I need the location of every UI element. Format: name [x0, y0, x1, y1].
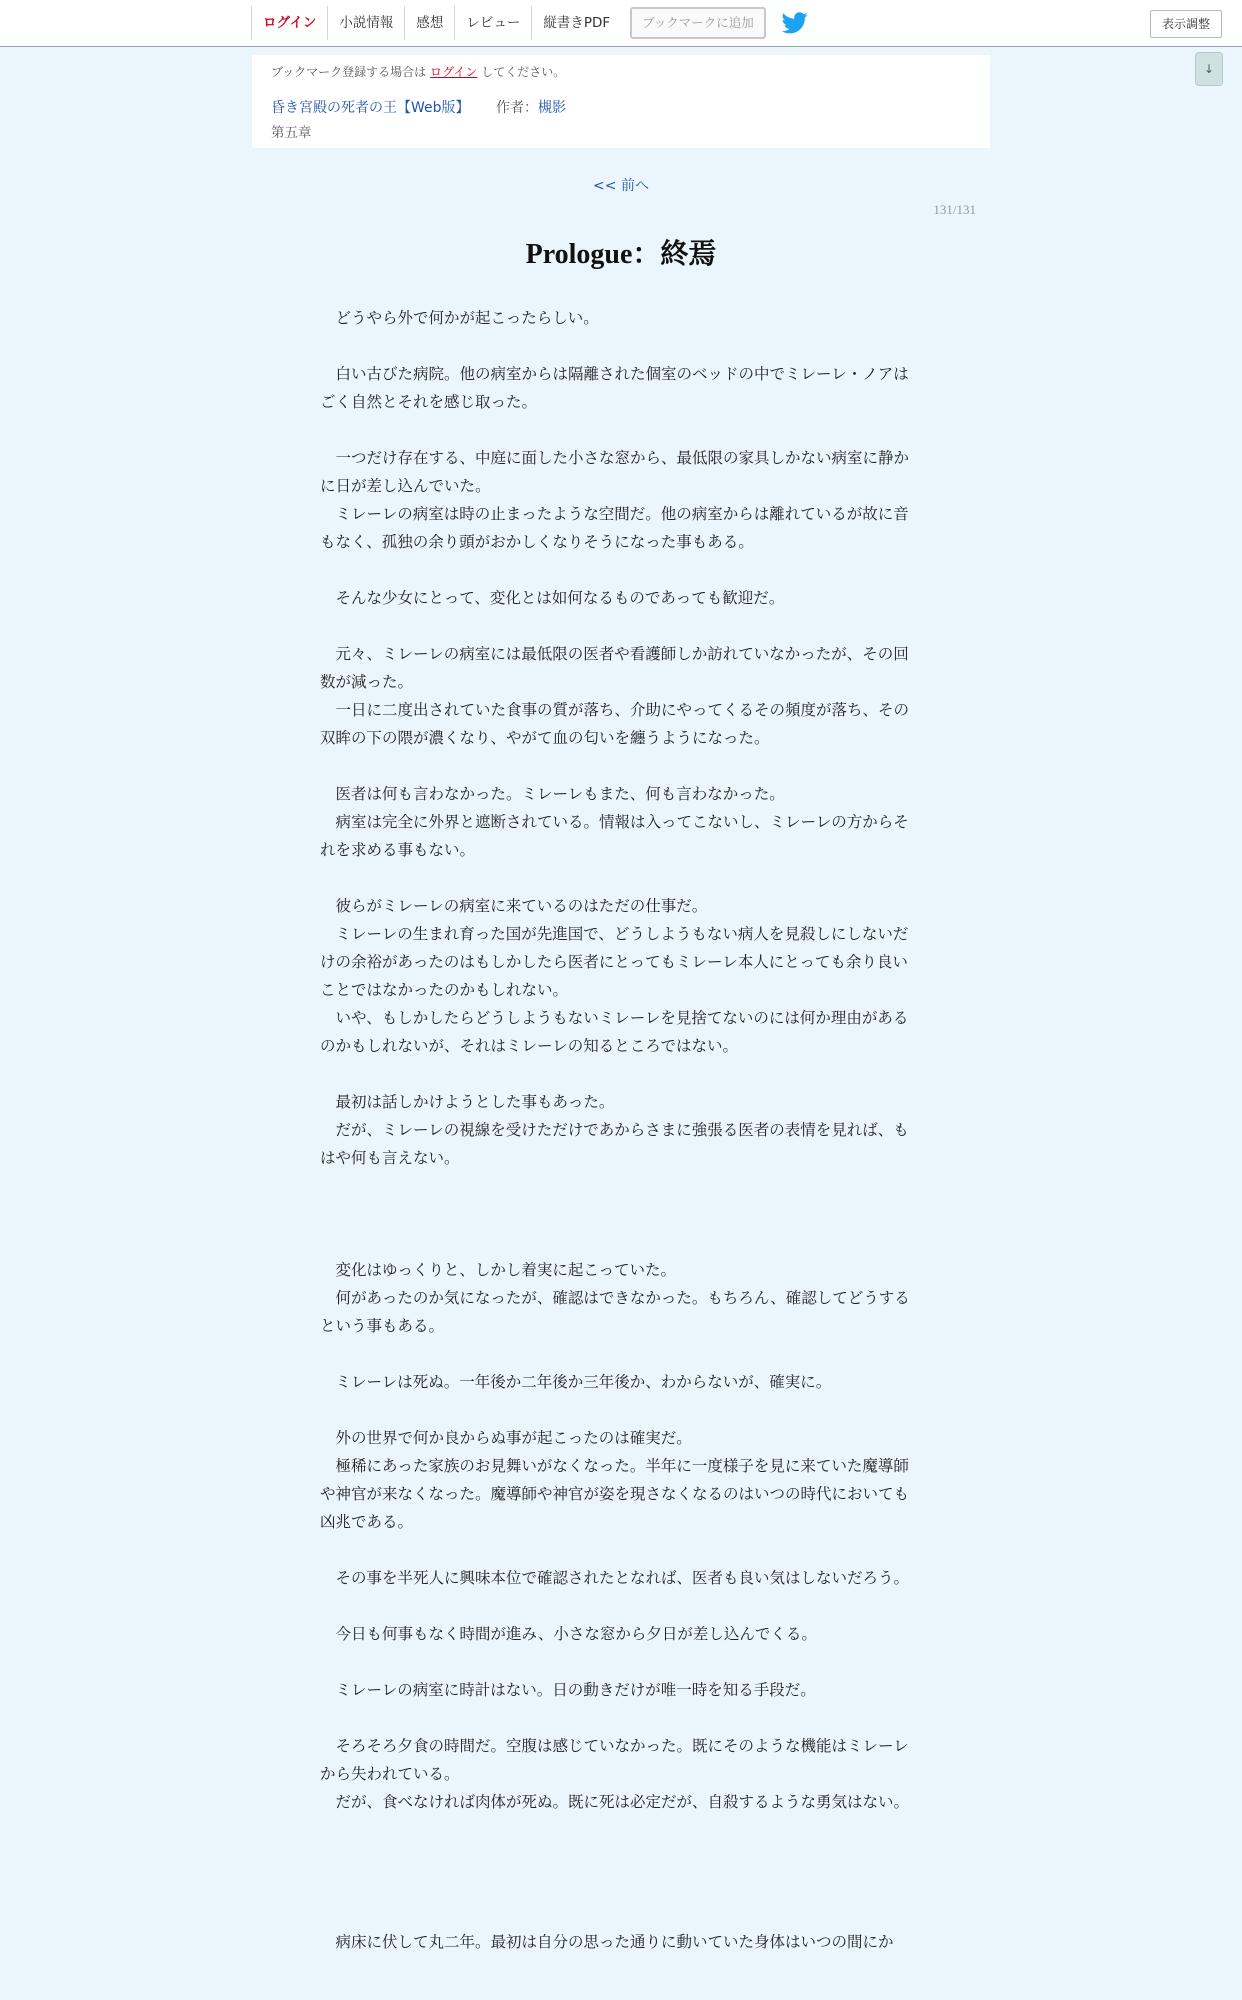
novel-title-link[interactable]: 昏き宮殿の死者の王【Web版】 [271, 100, 470, 116]
body-paragraph: ミレーレの病室は時の止まったような空間だ。他の病室からは離れているが故に音もなく、孤独の余り頭がおかしくなりそうになった事もある。 [320, 505, 909, 551]
blank-line [320, 1900, 915, 1928]
novel-body-text [320, 304, 915, 1956]
blank-line [320, 416, 915, 444]
body-paragraph: 極稀にあった家族のお見舞いがなくなった。半年に一度様子を見に来ていた魔導師や神官が来なくなった。魔導師や神官が姿を現さなくなるのはいつの時代においても凶兆である。 [320, 1457, 910, 1531]
blank-line [320, 1228, 915, 1256]
add-bookmark-button[interactable]: ブックマークに追加 [630, 7, 766, 39]
nav-review[interactable]: レビュー [455, 6, 532, 40]
nav-impressions[interactable]: 感想 [405, 6, 455, 40]
body-paragraph: だが、ミレーレの視線を受けただけであからさまに強張る医者の表情を見れば、もはや何も言えない。 [320, 1121, 909, 1167]
main-nav [251, 0, 808, 46]
body-paragraph: そろそろ夕食の時間だ。空腹は感じていなかった。既にそのような機能はミレーレから失われている。 [320, 1737, 909, 1783]
body-paragraph: そんな少女にとって、変化とは如何なるものであっても歓迎だ。 [320, 589, 785, 607]
body-paragraph: どうやら外で何かが起こったらしい。 [320, 309, 599, 327]
body-paragraph: ミレーレの生まれ育った国が先進国で、どうしようもない病人を見殺しにしないだけの余裕があったのはもしかしたら医者にとってもミレーレ本人にとっても余り良いことではなかったのかもしれない。 [320, 925, 909, 999]
display-settings-button[interactable]: 表示調整 [1150, 10, 1222, 38]
blank-line [320, 1396, 915, 1424]
nav-novel-info[interactable]: 小説情報 [328, 6, 405, 40]
body-paragraph: いや、もしかしたらどうしようもないミレーレを見捨てないのには何か理由があるのかもしれないが、それはミレーレの知るところではない。 [320, 1009, 909, 1055]
nav-login[interactable]: ログイン [251, 6, 328, 40]
blank-line [320, 1340, 915, 1368]
blank-line [320, 1816, 915, 1844]
body-paragraph: 彼らがミレーレの病室に来ているのはただの仕事だ。 [320, 897, 708, 915]
chapter-name: 第五章 [271, 125, 312, 141]
scroll-down-button[interactable]: ↓ [1195, 52, 1223, 86]
episode-title: Prologue：終焉 [525, 239, 717, 270]
blank-line [320, 1536, 915, 1564]
top-navigation-bar [0, 0, 1242, 47]
blank-line [320, 1872, 915, 1900]
body-paragraph: 一つだけ存在する、中庭に面した小さな窓から、最低限の家具しかない病室に静かに日が差し込んでいた。 [320, 449, 910, 495]
notice-prefix: ブックマーク登録する場合は [271, 65, 427, 79]
twitter-bird-icon[interactable] [782, 12, 808, 34]
blank-line [320, 1704, 915, 1732]
body-paragraph: 病床に伏して丸二年。最初は自分の思った通りに動いていた身体はいつの間にか [320, 1933, 894, 1951]
body-paragraph: 最初は話しかけようとした事もあった。 [320, 1093, 615, 1111]
nav-vertical-pdf[interactable]: 縦書きPDF [543, 15, 611, 31]
author-label: 作者： [495, 100, 538, 116]
blank-line [320, 752, 915, 780]
body-paragraph: ミレーレの病室に時計はない。日の動きだけが唯一時を知る手段だ。 [320, 1681, 816, 1699]
body-paragraph: 何があったのか気になったが、確認はできなかった。もちろん、確認してどうするという事もある。 [320, 1289, 910, 1335]
blank-line [320, 1844, 915, 1872]
page-counter: 131/131 [933, 202, 976, 217]
author-link[interactable]: 槻影 [537, 100, 566, 116]
body-paragraph: 一日に二度出されていた食事の質が落ち、介助にやってくるその頻度が落ち、その双眸の下の隈が濃くなり、やがて血の匂いを纏うようになった。 [320, 701, 910, 747]
blank-line [320, 1648, 915, 1676]
blank-line [320, 1172, 915, 1200]
notice-suffix: してください。 [481, 65, 566, 79]
notice-login-link[interactable]: ログイン [430, 65, 478, 79]
blank-line [320, 1060, 915, 1088]
blank-line [320, 1200, 915, 1228]
pager [0, 175, 1242, 195]
body-paragraph: 元々、ミレーレの病室には最低限の医者や看護師しか訪れていなかったが、その回数が減った。 [320, 645, 909, 691]
blank-line [320, 612, 915, 640]
previous-page-link[interactable]: << 前へ [593, 178, 649, 194]
body-paragraph: 外の世界で何か良からぬ事が起こったのは確実だ。 [320, 1429, 692, 1447]
body-paragraph: 変化はゆっくりと、しかし着実に起こっていた。 [320, 1261, 677, 1279]
novel-title-line [271, 97, 566, 117]
blank-line [320, 864, 915, 892]
blank-line [320, 1592, 915, 1620]
blank-line [320, 556, 915, 584]
body-paragraph: 白い古びた病院。他の病室からは隔離された個室のベッドの中でミレーレ・ノアはごく自然とそれを感じ取った。 [320, 365, 909, 411]
body-paragraph: 病室は完全に外界と遮断されている。情報は入ってこないし、ミレーレの方からそれを求める事もない。 [320, 813, 909, 859]
bookmark-login-notice [271, 63, 565, 80]
body-paragraph: その事を半死人に興味本位で確認されたとなれば、医者も良い気はしないだろう。 [320, 1569, 910, 1587]
body-paragraph: 医者は何も言わなかった。ミレーレもまた、何も言わなかった。 [320, 785, 785, 803]
body-paragraph: だが、食べなければ肉体が死ぬ。既に死は必定だが、自殺するような勇気はない。 [320, 1793, 910, 1811]
body-paragraph: ミレーレは死ぬ。一年後か二年後か三年後か、わからないが、確実に。 [320, 1373, 832, 1391]
novel-info-box [252, 55, 990, 148]
body-paragraph: 今日も何事もなく時間が進み、小さな窓から夕日が差し込んでくる。 [320, 1625, 817, 1643]
blank-line [320, 332, 915, 360]
